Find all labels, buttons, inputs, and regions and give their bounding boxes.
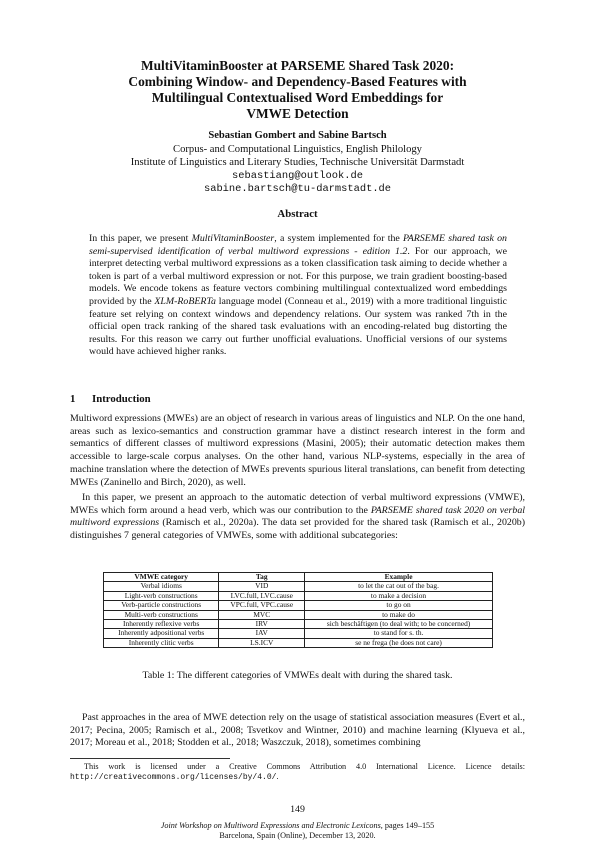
table-cell: IAV [219,629,305,638]
venue-pages: , pages 149–155 [380,821,435,830]
table-cell: to let the cat out of the bag. [305,582,493,591]
footnote-divider [70,758,230,759]
table-row [104,638,493,647]
table-cell: Verb-particle constructions [104,601,219,610]
table-cell: MVC [219,610,305,619]
body-paragraph: Past approaches in the area of MWE detection rely on the usage of statistical association measures (Evert et al., 2017; Pecina, 2005; Ramisch et al., 2008; Tsvetkov and Wintner, 2010) and machine learning (Klyueva et al., 2017; Moreau et al., 2018; Stodden et al., 2018; Waszczuk, 2018), sometimes combining [70,712,525,749]
section-heading [70,393,151,405]
table-cell: VID [219,582,305,591]
author-email[interactable]: sebastiang@outlook.de [232,169,363,182]
paragraph-fragment: In this paper, we present an approach to the automatic detection of verbal multiword expressions (VMWE), MWEs which form around a head verb, which was our contribution to the [70,492,525,516]
title-line: Multilingual Contextualised Word Embeddings for [151,90,444,105]
body-paragraph: Multiword expressions (MWEs) are an object of research in various areas of linguistics and NLP. On the one hand, areas such as lexico-semantics and construction grammar have a distinct research interest in the form and semantics of different classes of multiword expressions (Masini, 2005); their automatic detection makes them accessible to large-scale corpus analyses. On the other hand, various NLP-systems, especially in the area of machine translation where the detection of MWEs prevents spurious literal translations, can benefit from detecting MWEs (Zaninello and Birch, 2020), as well. [70,413,525,488]
venue-location: Barcelona, Spain (Online), December 13, 2020. [219,831,376,840]
abstract-fragment-italic: XLM-RoBERTa [154,295,216,307]
author-email[interactable]: sabine.bartsch@tu-darmstadt.de [203,183,392,196]
table-row [104,582,493,591]
footnote-text: This work is licensed under a Creative Commons Attribution 4.0 International Licence. Licence details: [84,762,525,771]
venue-footer [0,821,595,841]
table-header-cell: Example [305,573,493,582]
affiliation-line: Corpus- and Computational Linguistics, English Philology [173,143,422,155]
table-cell: Light-verb constructions [104,591,219,600]
table-cell: to make do [305,610,493,619]
table-cell: LS.ICV [219,638,305,647]
abstract-fragment-italic: MultiVitaminBooster [191,233,275,244]
table-cell: Inherently adpositional verbs [104,629,219,638]
table-cell: Inherently reflexive verbs [104,620,219,629]
table-row [104,601,493,610]
table-header-cell: Tag [219,573,305,582]
vmwe-category-table [103,572,493,648]
table-cell: LVC.full, LVC.cause [219,591,305,600]
abstract-fragment: . For our approach, we interpret detecting verbal multiword expressions as a token classification task aiming to decide whether a token is part of a verbal multiword expression or not. For this purpose, we train gradient boosting-based models. We encode tokens as feature vectors combining multilingual contextualized word embeddings provided by the [89,245,507,307]
table-row [104,629,493,638]
table-cell: to stand for s. th. [305,629,493,638]
author-block [60,129,535,197]
abstract-fragment: , a system implemented for the [274,233,403,244]
title-line: VMWE Detection [246,106,349,121]
table-cell: to make a decision [305,591,493,600]
page-number: 149 [290,804,305,815]
paragraph-fragment-italic: PARSEME shared task 2020 on verbal multiword expressions [70,504,526,529]
affiliation-line: Institute of Linguistics and Literary Studies, Technische Universität Darmstadt [130,157,465,169]
table-cell: se ne frega (he does not care) [305,638,493,647]
body-paragraph [70,492,525,543]
table-cell: Verbal idioms [104,582,219,591]
license-link[interactable]: http://creativecommons.org/licenses/by/4.0/ [70,773,277,783]
paper-title [70,58,525,122]
abstract-text [89,233,507,359]
abstract-heading: Abstract [277,208,318,220]
section-title: Introduction [92,393,151,405]
abstract-fragment: language model (Conneau et al., 2019) with a more traditional linguistic feature set relying on context windows and dependency relations. Our system was ranked 7th in the official open track ranking of the shared task evaluations with an encoding-related bug distorting the results. For this reason we carry out further unofficial evaluations. Unofficial versions of our systems would have achieved higher ranks. [89,295,507,358]
abstract-fragment: In this paper, we present [89,233,192,244]
venue-name: Joint Workshop on Multiword Expressions and Electronic Lexicons [160,821,381,830]
table-cell: VPC.full, VPC.cause [219,601,305,610]
table-cell: Inherently clitic verbs [104,638,219,647]
table-cell: Multi-verb constructions [104,610,219,619]
venue-line [0,821,595,831]
table-header-cell: VMWE category [104,573,219,582]
title-line: MultiVitaminBooster at PARSEME Shared Task 2020: [140,58,455,73]
table-cell: to go on [305,601,493,610]
table-cell: sich beschäftigen (to deal with; to be concerned) [305,620,493,629]
table-cell: IRV [219,620,305,629]
abstract-fragment-italic: PARSEME shared task on semi-supervised identification of verbal multiword expressions - edition 1.2 [89,233,507,257]
license-footnote [70,762,525,783]
section-number: 1 [70,393,76,405]
title-line: Combining Window- and Dependency-Based Features with [128,74,467,89]
table-caption: Table 1: The different categories of VMWEs dealt with during the shared task. [142,670,453,681]
footnote-end: . [276,772,279,782]
paragraph-fragment: (Ramisch et al., 2020a). The data set provided for the shared task (Ramisch et al., 2020b) distinguishes 7 general categories of VMWEs, some with additional subcategories: [70,517,525,542]
author-names: Sebastian Gombert and Sabine Bartsch [208,130,387,141]
